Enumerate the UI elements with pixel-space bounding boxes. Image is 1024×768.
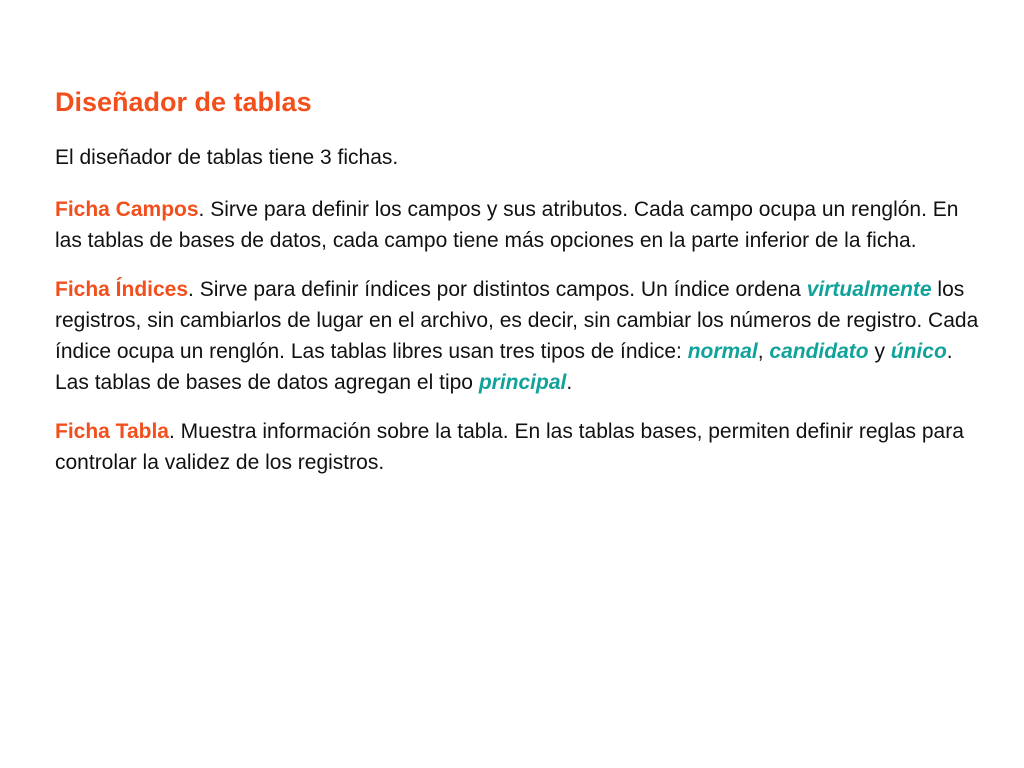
intro-paragraph	[55, 142, 990, 173]
indices-text-3: . Las tablas de bases de datos agregan el tipo	[55, 340, 953, 394]
intro-text: El diseñador de tablas tiene 3 fichas.	[55, 146, 399, 169]
indices-text-1: . Sirve para definir índices por distintos campos. Un índice ordena	[188, 278, 807, 301]
highlight-unico: único	[890, 340, 947, 363]
tabla-term: Ficha Tabla	[55, 420, 169, 443]
highlight-normal: normal	[687, 340, 758, 363]
tabla-paragraph	[55, 416, 990, 478]
campos-text: . Sirve para definir los campos y sus atributos. Cada campo ocupa un renglón. En las tablas de bases de datos, cada campo tiene más opciones en la parte inferior de la ficha.	[55, 198, 959, 252]
highlight-principal: principal	[478, 371, 567, 394]
indices-separator-1: ,	[757, 340, 770, 363]
slide-title: Diseñador de tablas	[55, 87, 312, 117]
highlight-candidato: candidato	[769, 340, 869, 363]
tabla-text: . Muestra información sobre la tabla. En las tablas bases, permiten definir reglas para controlar la validez de los registros.	[55, 420, 964, 474]
indices-paragraph	[55, 274, 990, 398]
slide	[55, 84, 990, 496]
indices-term: Ficha Índices	[55, 278, 189, 301]
indices-text-2: los registros, sin cambiarlos de lugar en el archivo, es decir, sin cambiar los números de registro. Cada índice ocupa un renglón. Las tablas libres usan tres tipos de índice:	[55, 278, 979, 363]
campos-term: Ficha Campos	[55, 198, 199, 221]
indices-separator-2: y	[868, 340, 891, 363]
highlight-virtualmente: virtualmente	[806, 278, 932, 301]
indices-end: .	[566, 371, 573, 394]
campos-paragraph	[55, 194, 990, 256]
